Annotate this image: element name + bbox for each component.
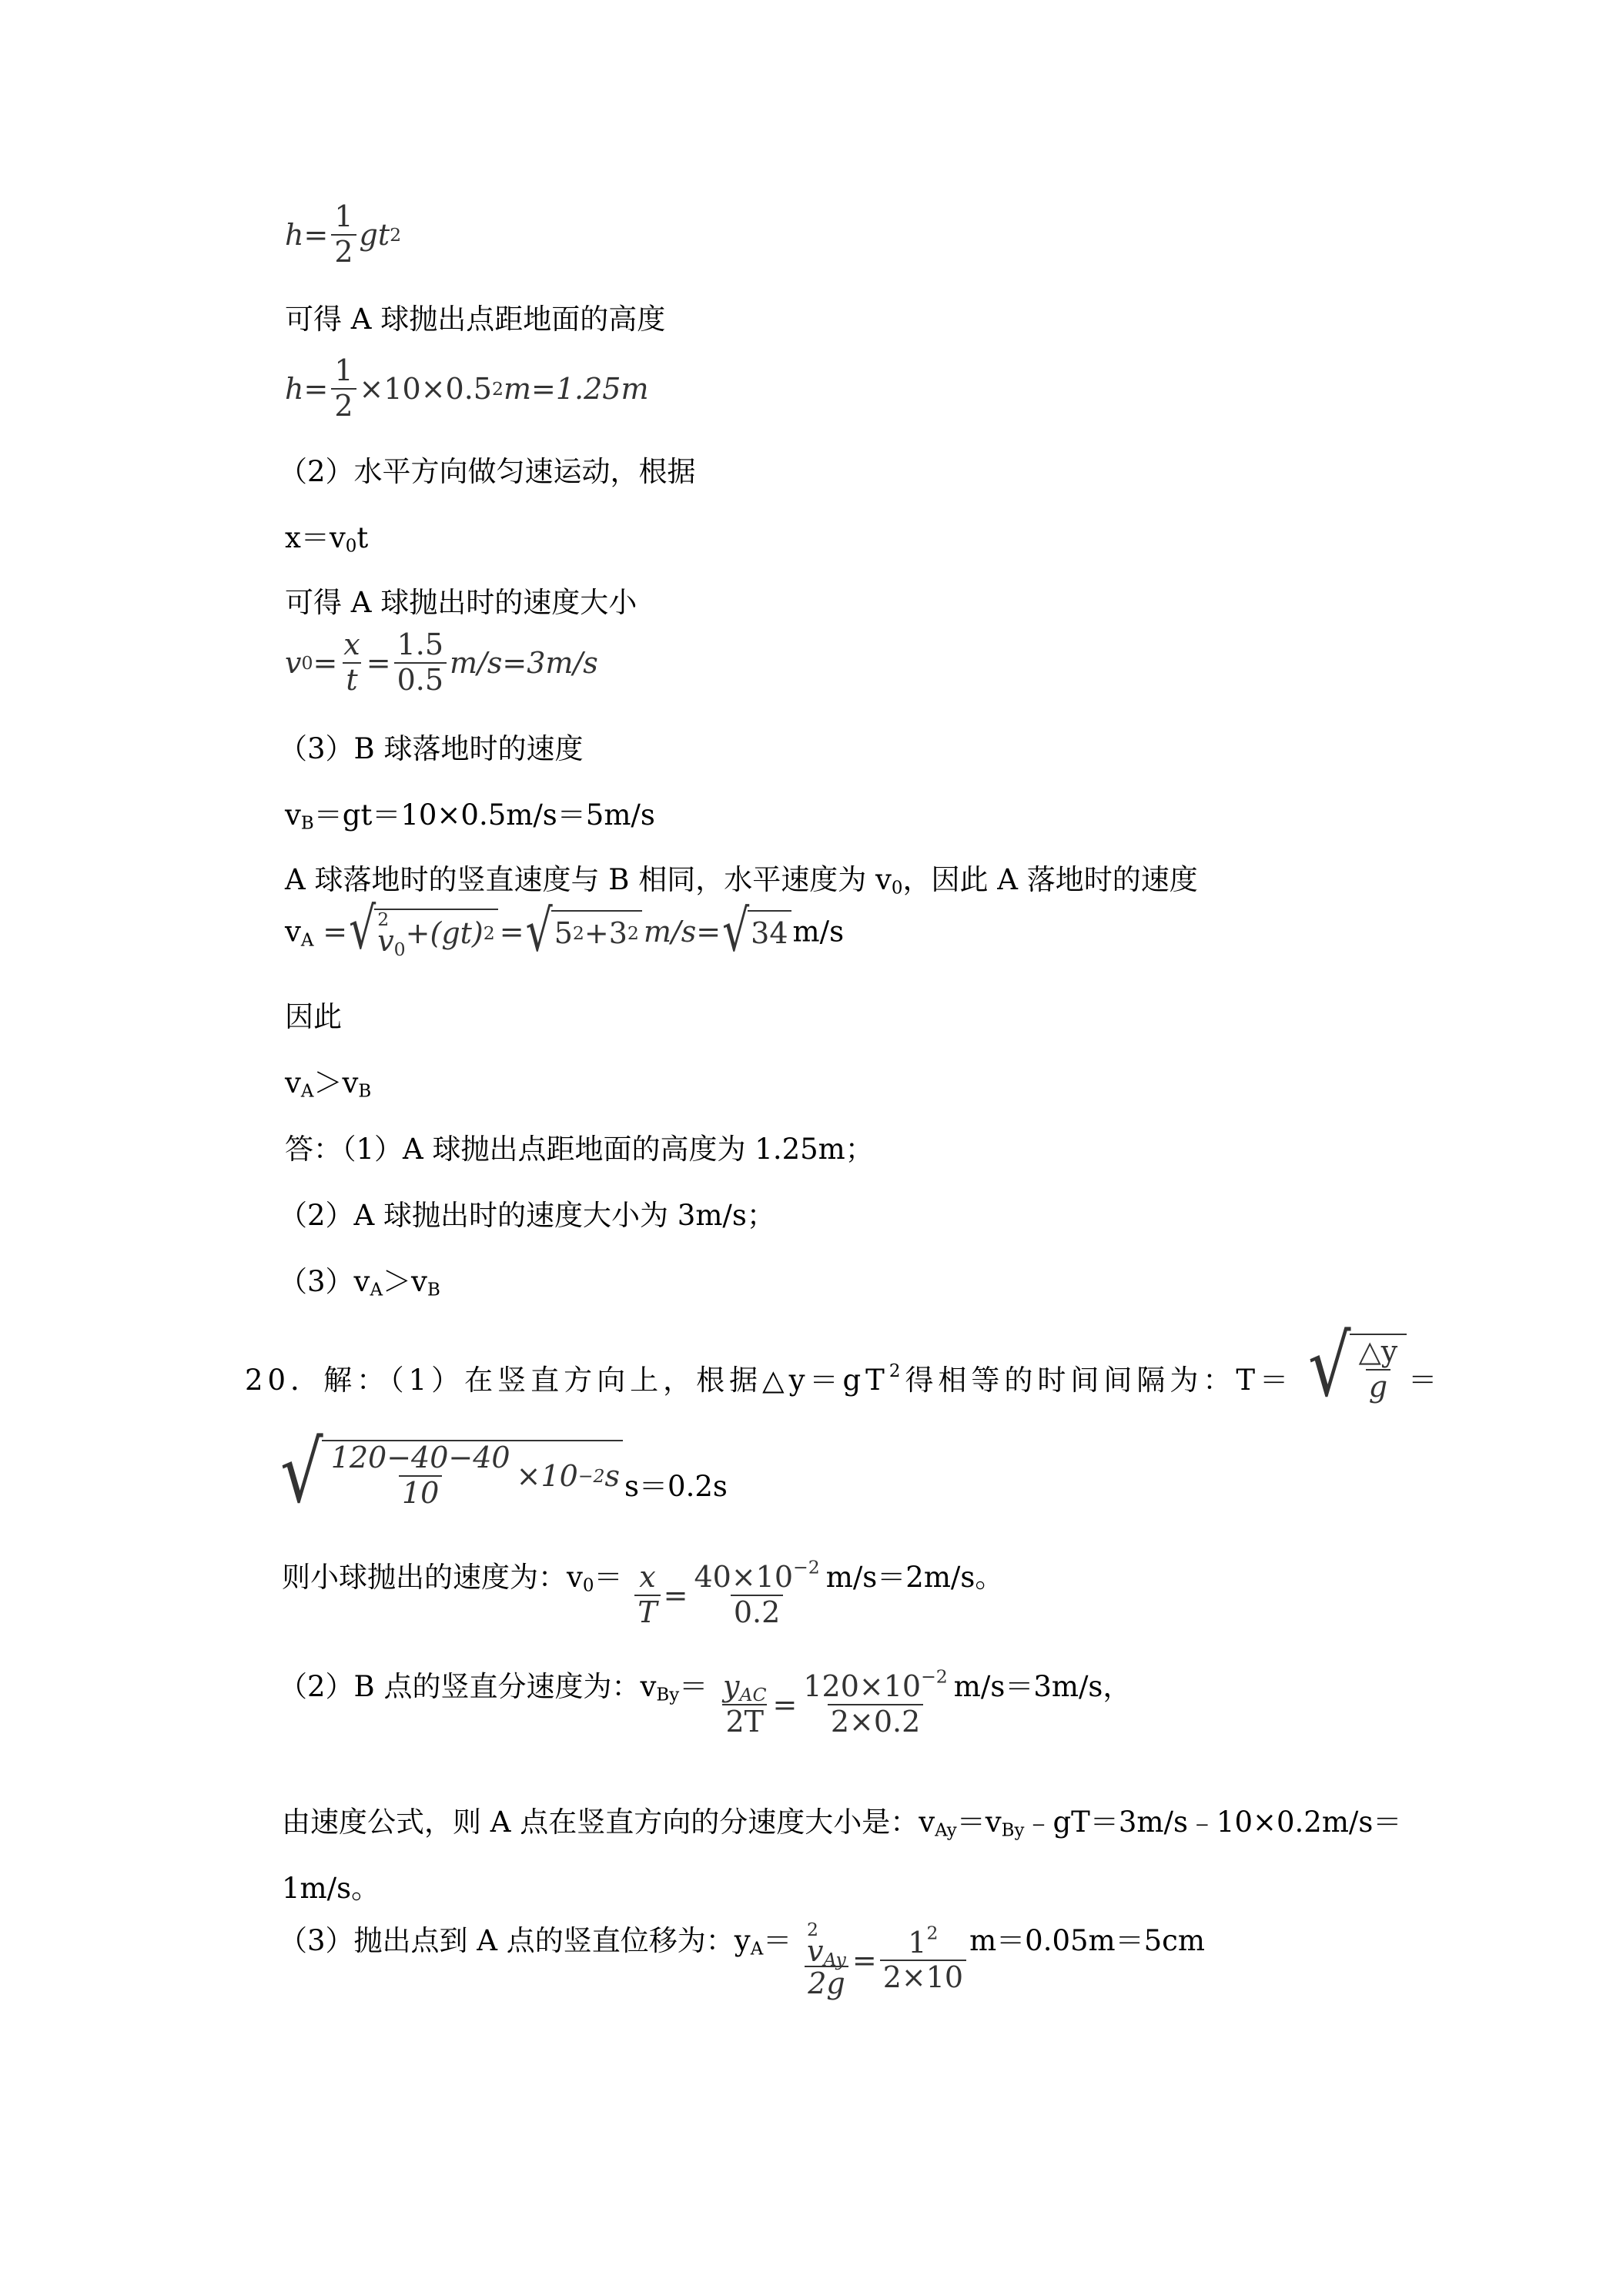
formula-h-value: h= $\frac{1}{2}$ ×10×0.5 2 m=1.25m <box>285 353 649 423</box>
answer-line: 答：（1）A 球抛出点距地面的高度为 1.25m； <box>285 1133 874 1166</box>
formula-v0: v 0 = $\frac{x}{t}$ = $\frac{1.5}{0.5}$ m/s=3m/s <box>285 628 598 697</box>
text-line: （2）水平方向做匀速运动，根据 <box>279 455 696 488</box>
text-line: 因此 <box>285 1000 342 1033</box>
q20-line-7: （3）抛出点到 A 点的竖直位移为：$y_A=$ 2 $v_{Ay}$ 2g = $\frac{1^2}{2\times 10}$ m＝0.05m＝5cm <box>279 1918 1205 2001</box>
q20-line-3: 则小球抛出的速度为：$v_0=$ $\frac{x}{T}$ = $\frac{40\times 10^{-2}}{0.2}$ m/s＝2m/s。 <box>282 1556 1004 1629</box>
q20-line-6: 1m/s。 <box>282 1872 380 1905</box>
text-line: 可得 A 球抛出点距地面的高度 <box>285 303 666 336</box>
text-line: 可得 A 球抛出时的速度大小 <box>285 586 637 619</box>
text-line: $x=v_0t$ <box>285 521 369 557</box>
text-line: A 球落地时的竖直速度与 B 相同，水平速度为 $v_0$，因此 A 落地时的速度 <box>285 863 1198 899</box>
q20-line-5: 由速度公式，则 A 点在竖直方向的分速度大小是：$v_{Ay}=v_{By}﹣gT=3m/s﹣10\times 0.2m/s=$ <box>282 1806 1402 1841</box>
q20-line-4: （2）B 点的竖直分速度为：$v_{By}=$ $\frac{y_{AC}}{2T}$ = $\frac{120\times 10^{-2}}{2\times 0.2}$ m/s＝3m/s， <box>279 1665 1132 1739</box>
q20-line-1: 20．解：（1）在竖直方向上，根据$\triangle y=gT^2$得相等的时间间隔为：T＝ √ $\frac{\triangle y}{g}$ ＝ <box>245 1317 1442 1416</box>
text-line: $v_B=gt=10\times 0.5m/s=5m/s$ <box>285 798 655 834</box>
formula-h: h= $\frac{1}{2}$ gt 2 <box>285 199 402 269</box>
text-line: （3）B 球落地时的速度 <box>279 732 584 765</box>
text-line: $v_A>v_B$ <box>285 1066 372 1102</box>
q20-line-2: √ $\frac{120-40-40}{10}$ ×10 −2 s s＝0.2s <box>280 1423 728 1522</box>
answer-line: （2）A 球抛出时的速度大小为 3m/s； <box>279 1199 775 1232</box>
formula-va: $v_A$ = √ 2 $v_0$ +(gt) 2 = √ 5 2 +3 2 m/s= √ 34 m/s <box>285 895 845 965</box>
answer-line: $(3)v_A>v_B$ <box>279 1265 440 1300</box>
